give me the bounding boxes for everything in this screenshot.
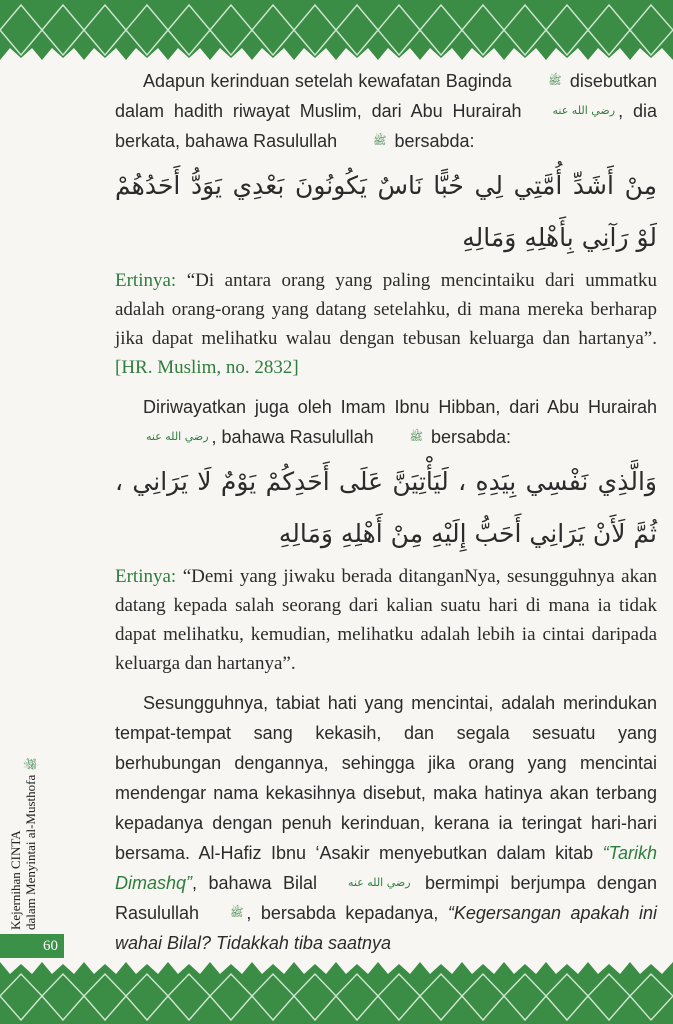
salawat-glyph: ﷺ bbox=[230, 906, 244, 919]
book-title-emphasis: CINTA bbox=[8, 830, 23, 869]
page-content bbox=[115, 66, 657, 958]
paragraph-3-text-b: , bahawa Bilal bbox=[192, 873, 317, 893]
ornament-pattern-top bbox=[0, 0, 673, 60]
ornament-pattern-bottom bbox=[0, 962, 673, 1024]
arabic-hadith-2: وَالَّذِي نَفْسِي بِيَدِهِ ، لَيَأْتِيَنَّ عَلَى أَحَدِكُمْ يَوْمٌ لَا يَرَانِي ، ثُمَّ لَأَنْ يَرَانِي أَحَبُّ إِلَيْهِ مِنْ أَهْلِهِ وَمَالِهِ bbox=[115, 467, 657, 548]
bottom-ornament-band bbox=[0, 962, 673, 1024]
ertinya-label: Ertinya: bbox=[115, 270, 177, 291]
salawat-glyph: ﷺ bbox=[409, 430, 423, 443]
paragraph-1-text-c: , dia berkata, bahawa Rasulullah bbox=[115, 101, 657, 151]
ertinya-label: Ertinya: bbox=[115, 566, 177, 587]
book-subtitle-line bbox=[23, 650, 39, 930]
radhiallahu-glyph: رضي الله عنه bbox=[146, 430, 209, 443]
page-number: 60 bbox=[43, 937, 58, 954]
top-ornament-band bbox=[0, 0, 673, 60]
translation-1-text: “Di antara orang yang paling mencintaiku dari ummatku adalah orang-orang yang datang setelahku, di mana mereka berharap jika dapat melihatku walau dengan tebusan keluarga dan hartanya”. bbox=[115, 270, 657, 349]
paragraph-2-text-a: Diriwayatkan juga oleh Imam Ibnu Hibban, dari Abu Hurairah bbox=[143, 397, 657, 417]
paragraph-3-text-a: Sesungguhnya, tabiat hati yang mencintai, adalah merindukan tempat-tempat sang kekasih, dan segala sesuatu yang berhubungan dengannya, sehingga jika orang yang mencintai mendengar nama kekasihnya disebut, maka hatinya akan terbang kepadanya dengan penuh kerinduan, kerana ia teringat hari-hari bersama. Al-Hafiz Ibnu ‘Asakir menyebutkan dalam kitab bbox=[115, 693, 657, 863]
page-number-tab bbox=[0, 934, 64, 958]
paragraph-3-text-d: , bersabda kepadanya, bbox=[246, 903, 448, 923]
translation-2 bbox=[115, 562, 657, 678]
paragraph-3-text-c: bermimpi berjumpa dengan Rasulullah bbox=[115, 873, 657, 923]
paragraph-1-text-d: bersabda: bbox=[394, 131, 475, 151]
paragraph-2-text-b: , bahawa Rasulullah bbox=[211, 427, 374, 447]
paragraph-2-text-c: bersabda: bbox=[430, 427, 512, 447]
book-title-prefix: Kejernihan bbox=[8, 868, 23, 930]
radhiallahu-glyph: رضي الله عنه bbox=[348, 876, 411, 889]
paragraph-1 bbox=[115, 66, 657, 156]
salawat-glyph: ﷺ bbox=[548, 74, 562, 87]
dream-quote: “Kegersangan apakah ini wahai Bilal? Tidakkah tiba saatnya bbox=[115, 903, 657, 953]
book-title-citation: “Tarikh Dimashq” bbox=[115, 843, 657, 893]
paragraph-3 bbox=[115, 688, 657, 958]
book-title-vertical bbox=[8, 650, 39, 930]
paragraph-2 bbox=[115, 392, 657, 452]
arabic-hadith-1: مِنْ أَشَدِّ أُمَّتِي لِي حُبًّا نَاسٌ يَكُونُونَ بَعْدِي يَوَدُّ أَحَدُهُمْ لَوْ رَآنِي بِأَهْلِهِ وَمَالِهِ bbox=[115, 171, 657, 252]
book-subtitle: dalam Menyintai al-Musthofa bbox=[23, 774, 38, 930]
translation-1 bbox=[115, 266, 657, 382]
paragraph-1-text-b: disebutkan dalam hadith riwayat Muslim, dari Abu Hurairah bbox=[115, 71, 657, 121]
book-title-line bbox=[8, 650, 23, 930]
translation-2-text: “Demi yang jiwaku berada ditanganNya, sesungguhnya akan datang kepada salah seorang dari kalian suatu hari di mana ia tidak dapat melihatku, kemudian, melihatku adalah lebih ia cintai daripada keluarga dan hartanya”. bbox=[115, 566, 657, 674]
seal-glyph: ﷺ bbox=[25, 757, 38, 771]
paragraph-1-text-a: Adapun kerinduan setelah kewafatan Baginda bbox=[143, 71, 512, 91]
radhiallahu-glyph: رضي الله عنه bbox=[552, 104, 616, 117]
hadith-reference: [HR. Muslim, no. 2832] bbox=[115, 357, 299, 378]
salawat-glyph: ﷺ bbox=[373, 134, 387, 147]
